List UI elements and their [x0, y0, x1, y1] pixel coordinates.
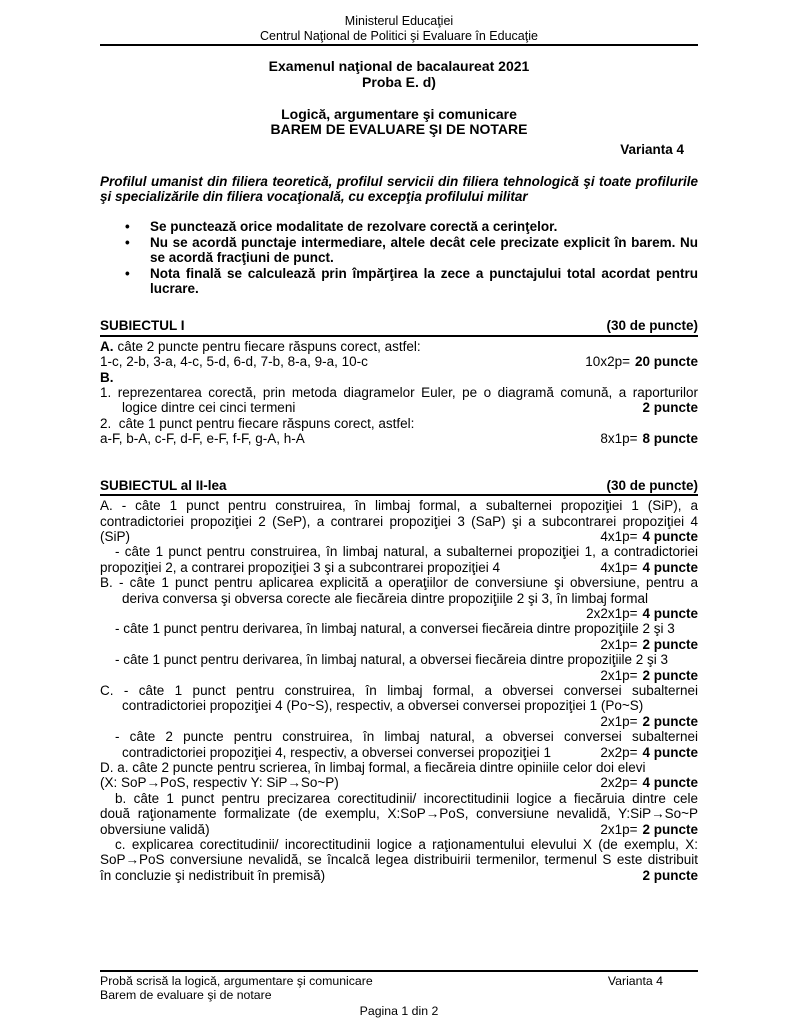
- footer-proba: Probă scrisă la logică, argumentare şi comunicare: [100, 974, 373, 988]
- rubric-line: B. - câte 1 punct pentru aplicarea explicită a operaţiilor de conversiune şi obversiune, pentru a: [100, 575, 698, 591]
- rubric-line: [100, 714, 698, 729]
- answer-key: a-F, b-A, c-F, d-F, e-F, f-F, g-A, h-A: [100, 431, 305, 447]
- variant-label: Varianta 4: [620, 142, 684, 158]
- document-header: [100, 14, 698, 46]
- rubric-line: [100, 606, 698, 621]
- rubric-line: [100, 354, 698, 369]
- section1-header: [100, 318, 698, 336]
- rubric-line: deriva conversa şi obversa corecte ale fiecăreia dintre propoziţiile 2 şi 3, în limbaj formal: [122, 590, 648, 606]
- rubric-line: c. explicarea corectitudinii/ incorectitudinii logice a raţionamentului elevului X (de exemplu, X:: [115, 837, 698, 853]
- score-value: 4 puncte: [642, 559, 698, 575]
- scoring-rules-list: [100, 219, 698, 296]
- score-value: 4 puncte: [642, 775, 698, 791]
- rubric-line: contradictoriei propoziţiei 2 (SeP), a contrarei propoziţiei 3 (SaP) şi a subcontrarei propoziţiei 4: [100, 513, 698, 529]
- score: [642, 868, 698, 883]
- discipline-title-block: [100, 107, 698, 139]
- rubric-line: - câte 1 punct pentru derivarea, în limbaj natural, a obversei fiecăreia dintre propoziţiile 2 şi 3: [115, 652, 669, 668]
- score-calc: 2x2p=: [600, 744, 638, 760]
- rubric-text: propoziţiei 2, a contrarei propoziţiei 3 şi a subcontrarei propoziţiei 4: [100, 559, 500, 575]
- item-label: A.: [100, 338, 114, 354]
- score-calc: 2x2x1p=: [586, 605, 638, 621]
- rubric-line: contradictoriei propoziţiei 4 (Po~S), respectiv, a obversei conversei propoziţiei 1 (Po~S): [122, 698, 644, 714]
- rubric-line: [100, 431, 698, 446]
- rubric-line: - câte 2 puncte pentru construirea, în limbaj natural, a obversei conversei subalternei: [115, 729, 698, 745]
- probe-title: Proba E. d): [362, 73, 436, 90]
- rubric-line: [100, 822, 698, 837]
- rubric-text: (X: SoP→PoS, respectiv Y: SiP→So~P): [100, 775, 339, 791]
- rubric-line: [100, 637, 698, 652]
- rubric-text: (SiP): [100, 528, 130, 544]
- rule-item: [100, 235, 698, 266]
- rubric-line: b. câte 1 punct pentru precizarea corectitudinii/ incorectitudinii logice a fiecăruia dintre cele: [115, 790, 698, 806]
- exam-title: Examenul naţional de bacalaureat 2021: [268, 58, 530, 74]
- discipline-title: Logică, argumentare şi comunicare: [281, 105, 517, 122]
- bullet-icon: •: [125, 219, 130, 235]
- ministry-name: Ministerul Educaţiei: [344, 14, 454, 28]
- footer-barem: Barem de evaluare şi de notare: [100, 988, 272, 1002]
- bullet-icon: •: [125, 265, 130, 281]
- score-value: 4 puncte: [642, 605, 698, 621]
- rubric-line: două raţionamente formalizate (de exemplu, X:SoP→PoS, conversiune nevalidă, Y:SiP→So~P: [100, 806, 698, 822]
- score-value: 4 puncte: [642, 744, 698, 760]
- profile-note: Profilul umanist din filiera teoretică, profilul servicii din filiera tehnologică şi toate profilurile şi specializările din filiera vocaţională, cu excepţia profilului militar: [100, 173, 698, 204]
- rubric-text: în concluzie şi nedistribuit în premisă): [100, 867, 326, 883]
- score-value: 2 puncte: [642, 821, 698, 837]
- score-value: 4 puncte: [642, 528, 698, 544]
- score-calc: 8x1p=: [600, 431, 638, 447]
- section2-header: [100, 478, 698, 496]
- score-value: 2 puncte: [642, 713, 698, 729]
- rubric-text: obversiune validă): [100, 821, 210, 837]
- rule-text: Nota finală se calculează prin împărţirea la zece a punctajului total acordat pentru lucrare.: [150, 265, 698, 297]
- score-calc: 2x1p=: [600, 713, 638, 729]
- rubric-line: - câte 1 punct pentru derivarea, în limbaj natural, a conversei fiecăreia dintre propoziţiile 2 şi 3: [115, 621, 675, 637]
- score: [600, 560, 698, 575]
- barem-title: BAREM DE EVALUARE ŞI DE NOTARE: [270, 121, 528, 138]
- score-calc: 10x2p=: [585, 354, 630, 370]
- exam-title-block: [100, 59, 698, 91]
- rubric-line: 2. câte 1 punct pentru fiecare răspuns corect, astfel:: [100, 415, 415, 431]
- rubric-line: [100, 668, 698, 683]
- score-value: 20 puncte: [634, 354, 698, 370]
- page-footer: [100, 970, 698, 1018]
- score-calc: 4x1p=: [600, 528, 638, 544]
- rubric-line: [100, 560, 698, 575]
- score-value: 2 puncte: [642, 636, 698, 652]
- rubric-line: [100, 745, 698, 760]
- rule-item: [100, 266, 698, 297]
- score-calc: 4x1p=: [600, 559, 638, 575]
- section2-title: SUBIECTUL al II-lea: [100, 477, 227, 493]
- footer-row: [100, 974, 698, 988]
- score-calc: 2x2p=: [600, 775, 638, 791]
- score-value: 2 puncte: [642, 667, 698, 683]
- page-number: Pagina 1 din 2: [359, 1004, 439, 1018]
- section2-points: (30 de puncte): [606, 477, 698, 493]
- score: [642, 400, 698, 415]
- score: [585, 354, 698, 369]
- score-value: 2 puncte: [642, 867, 698, 883]
- answer-key: 1-c, 2-b, 3-a, 4-c, 5-d, 6-d, 7-b, 8-a, 9-a, 10-c: [100, 354, 368, 370]
- rubric-line: C. - câte 1 punct pentru construirea, în limbaj formal, a obversei conversei subalternei: [100, 682, 698, 698]
- rubric-line: A. - câte 1 punct pentru construirea, în limbaj formal, a subalternei propoziţiei 1 (SiP), a: [100, 498, 698, 514]
- score: [600, 637, 698, 652]
- rubric-line: [100, 400, 698, 415]
- section1-body: [100, 339, 698, 447]
- rubric-line: [100, 529, 698, 544]
- rubric-line: [100, 339, 698, 354]
- rubric-line: [100, 775, 698, 790]
- score: [586, 606, 698, 621]
- rubric-text: logice dintre cei cinci termeni: [122, 400, 296, 416]
- score: [600, 714, 698, 729]
- score: [600, 529, 698, 544]
- section2-body: [100, 498, 698, 883]
- section1-title: SUBIECTUL I: [100, 318, 185, 334]
- score-calc: 2x1p=: [600, 667, 638, 683]
- bullet-icon: •: [125, 234, 130, 250]
- score: [600, 668, 698, 683]
- score: [600, 775, 698, 790]
- rubric-line: D. a. câte 2 puncte pentru scrierea, în limbaj formal, a fiecăreia dintre opiniile celor doi elevi: [100, 760, 646, 775]
- rubric-line: [100, 370, 698, 385]
- section1-points: (30 de puncte): [606, 318, 698, 334]
- score-value: 2 puncte: [642, 400, 698, 416]
- rubric-line: [100, 868, 698, 883]
- score-calc: 2x1p=: [600, 636, 638, 652]
- rubric-line: 1. reprezentarea corectă, prin metoda diagramelor Euler, pe o diagramă comună, a raporturilor: [100, 385, 698, 401]
- score: [600, 431, 698, 446]
- rubric-text: câte 2 puncte pentru fiecare răspuns corect, astfel:: [117, 338, 421, 354]
- rubric-text: contradictoriei propoziţiei 4, respectiv, a obversei conversei propoziţiei 1: [122, 744, 551, 760]
- rule-item: [100, 219, 698, 234]
- rule-text: Nu se acordă punctaje intermediare, altele decât cele precizate explicit în barem. Nu se acordă fracţiuni de punct.: [150, 234, 698, 266]
- rule-text: Se punctează orice modalitate de rezolvare corectă a cerinţelor.: [150, 219, 558, 235]
- rubric-line: SoP→PoS conversiune nevalidă, se încalcă legea distribuirii termenilor, termenul S este distribuit: [100, 852, 698, 868]
- page-content: [100, 14, 698, 883]
- rubric-line: - câte 1 punct pentru construirea, în limbaj natural, a subalternei propoziţiei 1, a contradictoriei: [115, 544, 698, 560]
- footer-variant: Varianta 4: [607, 974, 663, 988]
- score: [600, 745, 698, 760]
- item-label: B.: [100, 369, 114, 385]
- center-name: Centrul Naţional de Politici şi Evaluare în Educaţie: [260, 28, 538, 43]
- score: [600, 822, 698, 837]
- score-calc: 2x1p=: [600, 821, 638, 837]
- score-value: 8 puncte: [642, 431, 698, 447]
